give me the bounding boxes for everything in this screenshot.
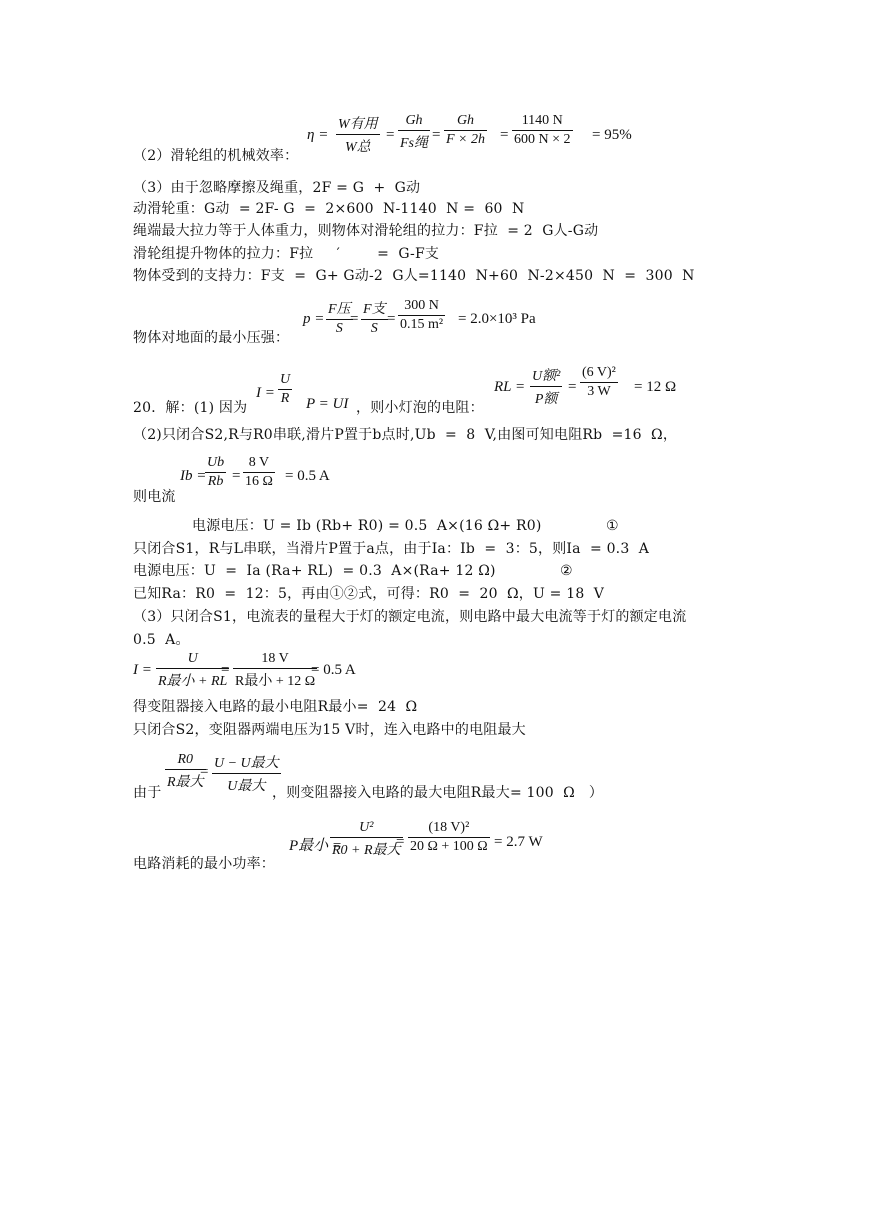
ratio-fraction-2 (212, 752, 281, 795)
line-voltage-1: 电源电压：U = Ib (Rb+ R0) = 0.5 A×(16 Ω+ R0) (192, 518, 542, 534)
imax-lhs: I = (133, 662, 152, 678)
ohm-fraction (278, 372, 292, 407)
rl-fraction-1 (530, 365, 562, 408)
eta-f3-den: F × 2h (446, 132, 485, 147)
line-ratio-result: 已知Ra：R0 = 12：5，再由①②式，可得：R0 = 20 Ω，U = 18 V (133, 586, 605, 602)
p-f2-num: F支 (361, 298, 388, 320)
eq-sign: = (386, 127, 395, 143)
line-min-pressure: 物体对地面的最小压强： (133, 330, 290, 346)
power-eq: P = UI (306, 396, 349, 412)
line-3-intro: （3）由于忽略摩擦及绳重，2F = G + G动 (133, 180, 421, 196)
ib-fraction-2 (243, 455, 275, 490)
p-lhs: p = (303, 311, 325, 327)
circle-1: ① (606, 518, 619, 534)
ib-result: = 0.5 A (285, 468, 330, 484)
line-current: 则电流 (133, 489, 176, 505)
line-since: 由于 (133, 785, 162, 801)
rl-lhs: RL = (494, 379, 526, 395)
eta-f3-num: Gh (444, 113, 487, 131)
p-f2-den: S (370, 321, 378, 336)
eq-sign: = (232, 468, 241, 484)
line-3-current: 0.5 A。 (133, 632, 190, 648)
rl-f2-num: (6 V)² (580, 365, 618, 383)
rl-f2-den: 3 W (587, 384, 611, 399)
eta-f4-den: 600 N × 2 (514, 132, 571, 147)
eta-result: = 95% (592, 127, 632, 143)
line-min-power: 电路消耗的最小功率： (133, 856, 275, 872)
p-f3-num: 300 N (398, 298, 445, 316)
p-result: = 2.0×10³ Pa (458, 311, 536, 327)
line-rope-pull: 绳端最大拉力等于人体重力，则物体对滑轮组的拉力：F拉 = 2 G人-G动 (133, 223, 599, 239)
line-pulley-weight: 动滑轮重：G动 = 2F- G = 2×600 N-1140 N = 60 N (133, 201, 525, 217)
p-fraction-3 (398, 298, 445, 333)
line-20-start: 20．解：(1) 因为 (133, 400, 248, 416)
ratio-f1-num: R0 (165, 752, 206, 770)
eta-f2-num: Gh (398, 113, 430, 131)
eq-sign: = (200, 764, 209, 780)
ratio-f2-num: U − U最大 (212, 752, 281, 774)
ib-fraction-1 (205, 455, 226, 490)
p-f1-den: S (335, 321, 343, 336)
rl-fraction-2 (580, 365, 618, 400)
rl-f1-num: U额² (530, 365, 562, 387)
line-support-force: 物体受到的支持力：F支 = G+ G动-2 G人=1140 N+60 N-2×450 N = 300 N (133, 268, 695, 284)
ib-f1-num: Ub (205, 455, 226, 473)
line-efficiency-label: （2）滑轮组的机械效率： (133, 148, 299, 164)
rl-f1-den: P额 (534, 392, 558, 407)
ratio-f2-den: U最大 (227, 779, 266, 794)
pmin-f2-num: (18 V)² (408, 820, 490, 838)
ohm-num: U (278, 372, 292, 390)
eta-f4-num: 1140 N (512, 113, 573, 131)
p-fraction-1 (326, 298, 353, 337)
line-max-resistance: ，则变阻器接入电路的最大电阻R最大= 100 Ω ） (272, 785, 604, 801)
eta-fraction-2 (398, 113, 430, 152)
eta-fraction-3 (444, 113, 487, 148)
eq-sign: = (387, 311, 396, 327)
line-20-resistance: ，则小灯泡的电阻： (356, 400, 484, 416)
imax-fraction-1 (156, 651, 229, 690)
imax-f2-den: R最小 + 12 Ω (235, 674, 316, 689)
imax-f1-den: R最小 + RL (158, 674, 228, 689)
eta-fraction-4 (512, 113, 573, 148)
line-lift-pull: 滑轮组提升物体的拉力：F拉 ′ = G-F支 (133, 246, 440, 262)
p-f1-num: F压 (326, 298, 353, 320)
eq-sign: = (432, 127, 441, 143)
pmin-lhs: P最小 = (289, 838, 343, 854)
p-f3-den: 0.15 m² (400, 317, 444, 332)
ratio-f1-den: R最大 (167, 775, 204, 790)
rl-result: = 12 Ω (634, 379, 677, 395)
circle-2: ② (560, 563, 573, 579)
line-3-part: （3）只闭合S1，电流表的量程大于灯的额定电流，则电路中最大电流等于灯的额定电流 (133, 609, 687, 625)
eta-f1-num: W有用 (336, 113, 380, 135)
imax-fraction-2 (233, 651, 317, 690)
ohm-den: R (280, 391, 290, 406)
eta-f1-den: W总 (345, 140, 371, 155)
pmin-fraction-1 (330, 820, 403, 859)
imax-f1-num: U (156, 651, 229, 669)
line-s2-voltage: 只闭合S2，变阻器两端电压为15 V时，连入电路中的电阻最大 (133, 722, 526, 738)
eq-sign: = (500, 127, 509, 143)
ib-f2-den: 16 Ω (245, 474, 273, 489)
eq-sign: = (568, 379, 577, 395)
pmin-f1-den: R0 + R最大 (332, 843, 401, 858)
pmin-f1-num: U² (330, 820, 403, 838)
ib-f2-num: 8 V (243, 455, 275, 473)
ib-f1-den: Rb (207, 474, 224, 489)
eq-sign: = (221, 662, 230, 678)
line-s1-series: 只闭合S1，R与L串联，当滑片P置于a点，由于Ia：Ib = 3：5，则Ia = 0.3 A (133, 541, 650, 557)
eta-lhs: η = (307, 127, 329, 143)
eta-f2-den: Fs绳 (400, 136, 428, 151)
line-min-resistance: 得变阻器接入电路的最小电阻R最小= 24 Ω (133, 699, 418, 715)
eq-sign: = (396, 834, 405, 850)
ohm-lhs: I = (256, 385, 275, 401)
line-20-part2: （2)只闭合S2,R与R0串联,滑片P置于b点时,Ub = 8 V,由图可知电阻Rb =16 Ω， (133, 427, 678, 443)
p-fraction-2 (361, 298, 388, 337)
eta-fraction-1 (336, 113, 380, 156)
eq-sign: = (350, 311, 359, 327)
imax-f2-num: 18 V (233, 651, 317, 669)
pmin-fraction-2 (408, 820, 490, 855)
ib-lhs: Ib = (180, 468, 207, 484)
imax-result: = 0.5 A (311, 662, 356, 678)
pmin-f2-den: 20 Ω + 100 Ω (410, 839, 488, 854)
pmin-result: = 2.7 W (494, 834, 543, 850)
line-voltage-2: 电源电压：U = Ia (Ra+ RL) = 0.3 A×(Ra+ 12 Ω) (133, 563, 496, 579)
